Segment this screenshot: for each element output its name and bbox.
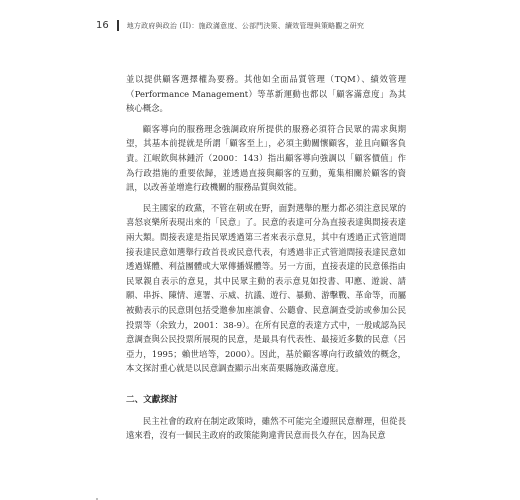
page-number: 16 [96,20,109,31]
running-title: 地方政府與政治 (II)：施政滿意度、公部門決策、續效管理與策略觀之研究 [126,21,365,30]
paragraph-4: 民主社會的政府在制定政策時，雖然不可能完全遵照民意辦理，但從長遠來看，沒有一個民主政府的政策能夠違背民意而長久存在，因為民意 [126,415,406,441]
paragraph-3: 民主國家的政黨，不管在朝或在野，面對選舉的壓力都必須注意民眾的喜怒哀樂所表現出來的「民意」了。民意的表達可分為直接表達與間接表達兩大類。間接表達是指民眾透過第三者來表示意見，其中有透過正式管道間接表達民意如選舉行政首長或民意代表，有透過非正式管道間接表達民意如透過媒體、利益團體或大眾傳播媒體等。另一方面，直接表達的民意係指由民眾親自表示的意見，其中民眾主動的表示意見如投書、叩應、遊說、請願、串拆、陳情、連署、示威、抗議、遊行、暴動、游擊戰、革命等，而屬被動表示的民意則包括受邀參加座談會、公聽會、民意調查受訪或參加公民投票等（余致力，2001：38-9）。在所有民意的表達方式中，一般咸認為民意調查與公民投票所展現的民意，是最具有代表性、最接近多數的民意（呂亞力，1995；賴世培等，2000）。因此，基於顧客導向行政績效的概念，本文探討重心就是以民意調查顯示出來苗栗縣施政滿意度。 [126,202,406,374]
body-text [126,72,406,449]
paragraph-2: 顧客導向的服務理念強調政府所提供的服務必須符合民眾的需求與期望，其基本前提就是所謂「顧客至上」，必須主動關懷顧客，並且向顧客負責。江岷欽與林鍾沂（2000：143）指出顧客導向強調以「顧客價值」作為行政措施的重要依歸，並透過直接與顧客的互動，蒐集相關於顧客的資訊，以改善並增進行政機關的服務品質與效能。 [126,123,406,193]
header-divider [117,20,119,31]
section-heading-literature-review: 二、文獻探討 [126,394,178,405]
paragraph-1: 並以提供顧客選擇權為要務。其他如全面品質管理（TQM）、績效管理（Performance Management）等革新運動也都以「顧客滿意度」為其核心概念。 [126,74,406,114]
page-header [96,20,364,31]
